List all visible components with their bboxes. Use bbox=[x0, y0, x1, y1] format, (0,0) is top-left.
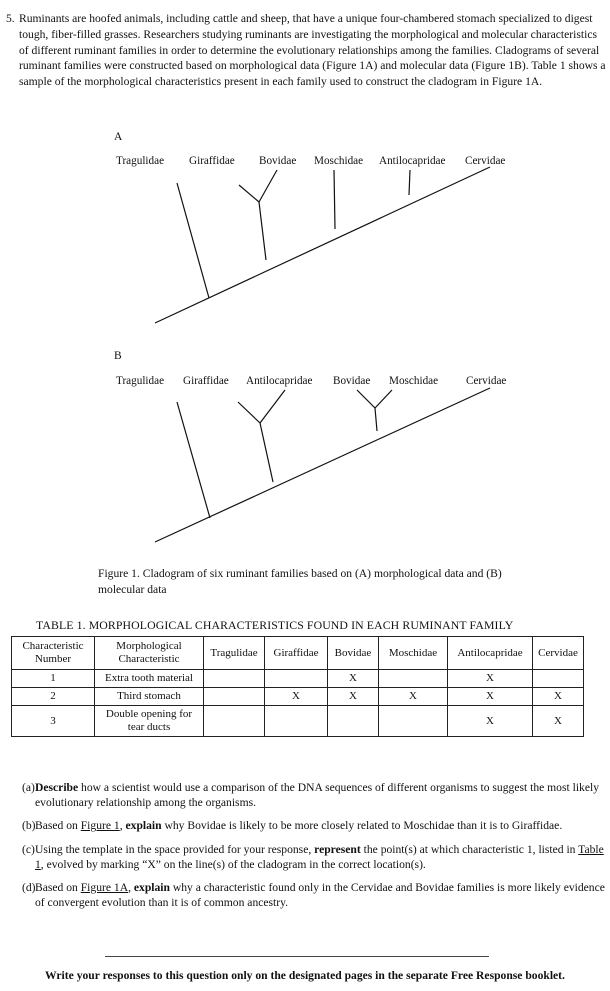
header-moschidae: Moschidae bbox=[379, 637, 448, 670]
figure-b-taxon-1: Tragulidae bbox=[116, 375, 165, 387]
table-cell bbox=[204, 670, 265, 688]
table-row bbox=[12, 706, 584, 737]
question-number: 5. bbox=[6, 12, 15, 25]
table-cell: 1 bbox=[12, 670, 95, 688]
table-cell bbox=[265, 670, 328, 688]
part-b-pre: Based on bbox=[35, 819, 81, 833]
divider-rule bbox=[105, 956, 489, 957]
table-cell bbox=[265, 706, 328, 737]
cladogram-b-branch-bovidae bbox=[357, 390, 375, 408]
figure-a-taxon-1: Tragulidae bbox=[116, 155, 165, 167]
footer-instruction: Write your responses to this question only on the designated pages in the separate Free Response booklet. bbox=[45, 969, 565, 982]
table-cell: X bbox=[328, 688, 379, 706]
table-header-row bbox=[12, 637, 584, 670]
header-antilocapridae: Antilocapridae bbox=[448, 637, 533, 670]
table-row bbox=[12, 670, 584, 688]
figure-a-taxon-6: Cervidae bbox=[465, 155, 506, 167]
header-tragulidae: Tragulidae bbox=[204, 637, 265, 670]
figure-1-link[interactable]: Figure 1 bbox=[80, 819, 120, 833]
table-cell: X bbox=[448, 688, 533, 706]
header-giraffidae: Giraffidae bbox=[265, 637, 328, 670]
figure-caption: Figure 1. Cladogram of six ruminant families based on (A) morphological data and (B) molecular data bbox=[98, 567, 502, 596]
part-c-text: , evolved by marking “X” on the line(s) of the cladogram in the correct location(s). bbox=[40, 857, 426, 871]
table-cell: X bbox=[533, 706, 584, 737]
table-cell: Double opening for tear ducts bbox=[95, 706, 204, 737]
part-a-text: how a scientist would use a comparison of the DNA sequences of different organisms to suggest the most likely evolutionary relationship among the organisms. bbox=[35, 781, 600, 810]
header-characteristic-number: Characteristic Number bbox=[12, 637, 95, 670]
figure-a-taxon-2: Giraffidae bbox=[189, 155, 235, 167]
part-d bbox=[22, 880, 606, 910]
figure-b-taxon-3: Antilocapridae bbox=[246, 375, 313, 387]
table-cell: Third stomach bbox=[95, 688, 204, 706]
part-d-label: (d) bbox=[22, 881, 36, 895]
table-cell: 2 bbox=[12, 688, 95, 706]
figure-b-taxon-6: Cervidae bbox=[466, 375, 507, 387]
header-cervidae: Cervidae bbox=[533, 637, 584, 670]
table-cell: X bbox=[379, 688, 448, 706]
table-cell: X bbox=[448, 670, 533, 688]
cladogram-b-trunk bbox=[155, 388, 490, 542]
table-cell: X bbox=[265, 688, 328, 706]
figure-1a-link[interactable]: Figure 1A bbox=[80, 881, 129, 895]
table-cell bbox=[379, 706, 448, 737]
part-b-label: (b) bbox=[22, 819, 36, 833]
header-bovidae: Bovidae bbox=[328, 637, 379, 670]
part-b-verb: explain bbox=[125, 819, 162, 833]
part-a-verb: Describe bbox=[35, 781, 79, 794]
figure-a-taxon-4: Moschidae bbox=[314, 155, 364, 167]
part-c-label: (c) bbox=[22, 842, 35, 856]
part-d-mid: , bbox=[128, 881, 134, 895]
part-b-text: why Bovidae is likely to be more closely related to Moschidae than it is to Giraffidae. bbox=[161, 819, 563, 833]
figure-a-taxon-3: Bovidae bbox=[259, 155, 297, 167]
header-morphological-characteristic: Morphological Characteristic bbox=[95, 637, 204, 670]
figure-a-label: A bbox=[114, 131, 123, 143]
figure-b-taxon-5: Moschidae bbox=[389, 375, 439, 387]
cladogram-b-branch-giraffidae-antilocapridae bbox=[260, 423, 273, 482]
table-cell bbox=[328, 706, 379, 737]
part-c bbox=[22, 842, 606, 872]
morphology-table bbox=[11, 636, 584, 737]
cladogram-b-branch-tragulidae bbox=[177, 402, 210, 518]
part-d-verb: explain bbox=[133, 881, 170, 895]
table-row bbox=[12, 688, 584, 706]
part-a bbox=[22, 780, 606, 810]
cladogram-b-branch-moschidae bbox=[375, 390, 392, 408]
table-cell bbox=[533, 670, 584, 688]
figure-b-taxon-4: Bovidae bbox=[333, 375, 371, 387]
intro-text: Ruminants are hoofed animals, including cattle and sheep, that have a unique four-chambered stomach specialized to digest tough, fiber-filled grasses. Researchers studying ruminants are investigating the morphological and molecular characteristics of different ruminant families in order to determine the evolutionary relationships among the families. Cladograms of several ruminant families were constructed based on morphological data (Figure 1A) and molecular data (Figure 1B). Table 1 shows a sample of the morphological characteristics present in each family used to construct the cladogram in Figure 1A. bbox=[19, 12, 606, 89]
table-cell: X bbox=[448, 706, 533, 737]
table-cell bbox=[379, 670, 448, 688]
part-b-mid: , bbox=[119, 819, 126, 833]
part-d-text: why a characteristic found only in the Cervidae and Bovidae families is more likely evidence of convergent evolution than it is of common ancestry. bbox=[35, 881, 605, 910]
cladogram-b-branch-giraffidae bbox=[238, 402, 260, 423]
table-cell: Extra tooth material bbox=[95, 670, 204, 688]
table-cell bbox=[204, 688, 265, 706]
figure-b-label: B bbox=[114, 350, 122, 362]
part-d-pre: Based on bbox=[35, 881, 81, 895]
table-1-link[interactable]: Table 1 bbox=[35, 842, 604, 871]
question-parts bbox=[22, 780, 606, 918]
part-a-label: (a) bbox=[22, 781, 35, 794]
part-c-pre: Using the template in the space provided for your response, bbox=[35, 842, 315, 856]
part-c-mid: the point(s) at which characteristic 1, listed in bbox=[360, 842, 579, 856]
cladogram-b-branch-bovidae-moschidae bbox=[375, 408, 377, 431]
table-title: TABLE 1. MORPHOLOGICAL CHARACTERISTICS FOUND IN EACH RUMINANT FAMILY bbox=[36, 618, 514, 632]
table-cell: X bbox=[533, 688, 584, 706]
figure-b-taxon-2: Giraffidae bbox=[183, 375, 229, 387]
part-b bbox=[22, 818, 606, 833]
table-cell bbox=[204, 706, 265, 737]
part-c-verb: represent bbox=[314, 842, 361, 856]
table-cell: 3 bbox=[12, 706, 95, 737]
cladogram-b-branch-antilocapridae bbox=[260, 390, 285, 423]
table-cell: X bbox=[328, 670, 379, 688]
figure-a-taxon-5: Antilocapridae bbox=[379, 155, 446, 167]
